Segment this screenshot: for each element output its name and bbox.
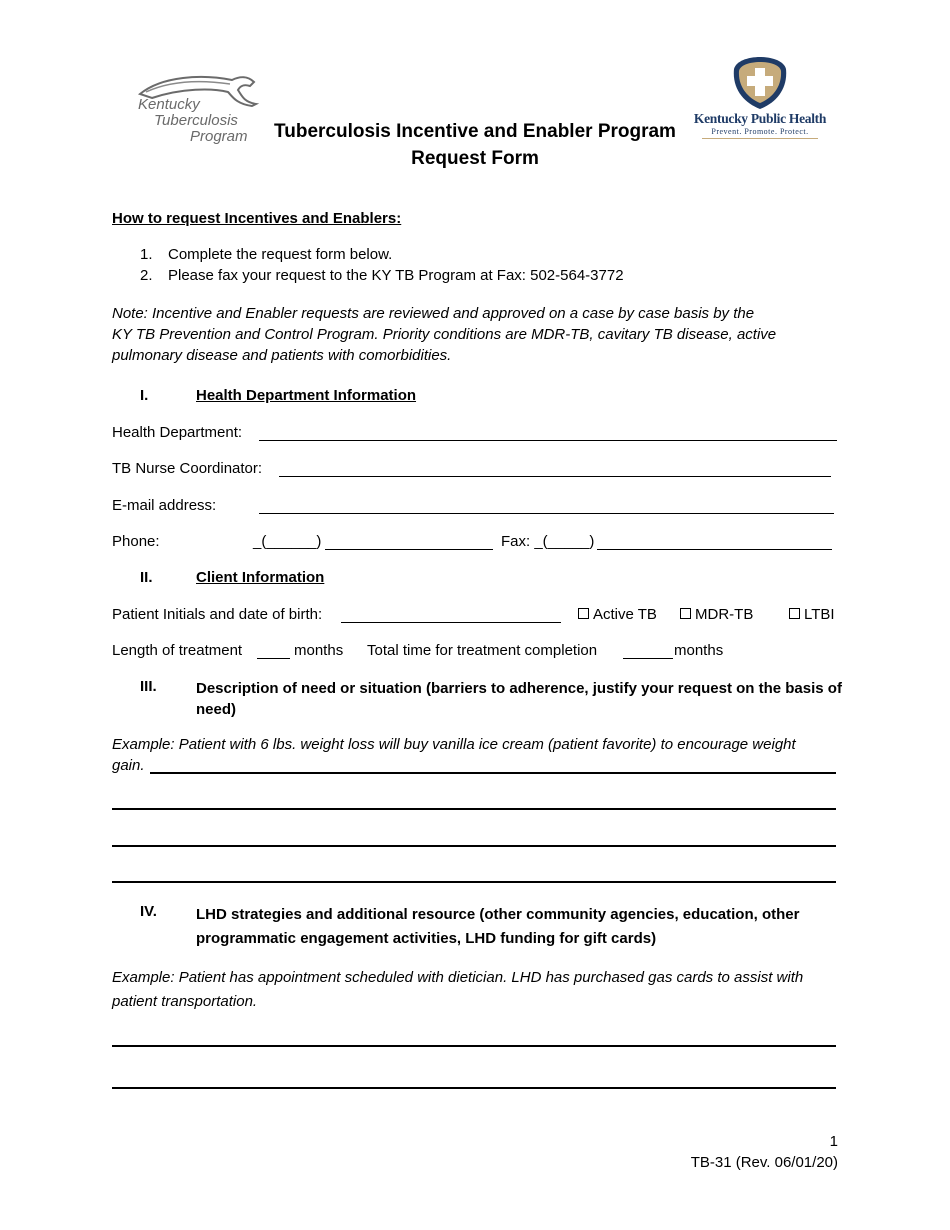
length-treatment-label: Length of treatment	[112, 642, 243, 659]
logo-tagline: Prevent. Promote. Protect.	[711, 127, 809, 136]
section-number: IV.	[140, 903, 157, 920]
months-label: months	[294, 642, 344, 659]
logo-text-line: Kentucky	[138, 96, 200, 113]
list-item: 2. Please fax your request to the KY TB Program at Fax: 502-564-3772	[140, 267, 624, 284]
health-department-input[interactable]	[259, 440, 837, 441]
form-subtitle: Request Form	[411, 148, 539, 169]
list-item: 1. Complete the request form below.	[140, 246, 393, 263]
health-department-label: Health Department:	[112, 424, 243, 441]
months-label: months	[674, 642, 724, 659]
note-text: Note: Incentive and Enabler requests are reviewed and approved on a case by case basis by the KY TB Prevention and Control Program. Priority conditions are MDR-TB, cavitary TB disease, active pulmonary disease and patients with comorbidities.	[112, 305, 777, 364]
section-title: Description of need or situation (barriers to adherence, justify your request on the basis of need)	[196, 680, 842, 718]
page-number: 1	[829, 1133, 838, 1150]
example-text: Example: Patient with 6 lbs. weight loss will buy vanilla ice cream (patient favorite) to encourage weight	[112, 736, 796, 753]
fax-label: Fax: _(_____)	[501, 533, 595, 550]
description-input-line[interactable]	[150, 772, 836, 774]
section-title: LHD strategies and additional resource (other community agencies, education, other programmatic engagement activities, LHD funding for gift cards)	[196, 906, 800, 947]
section-title: Client Information	[196, 569, 325, 586]
shield-icon	[730, 55, 790, 111]
how-to-heading: How to request Incentives and Enablers:	[112, 210, 402, 227]
mdr-tb-checkbox[interactable]: MDR-TB	[680, 605, 753, 625]
tb-nurse-input[interactable]	[279, 476, 831, 477]
length-treatment-input[interactable]	[257, 658, 290, 659]
kentucky-tb-program-logo	[132, 72, 262, 148]
phone-label: Phone:	[112, 533, 160, 550]
strategies-input-line[interactable]	[112, 1087, 836, 1089]
kentucky-public-health-logo	[680, 55, 840, 143]
checkbox-icon	[680, 608, 691, 619]
strategies-input-line[interactable]	[112, 1045, 836, 1047]
section-number: I.	[140, 387, 149, 404]
checkbox-icon	[789, 608, 800, 619]
description-input-line[interactable]	[112, 808, 836, 810]
checkbox-icon	[578, 608, 589, 619]
example-text: gain.	[112, 757, 145, 774]
tb-nurse-label: TB Nurse Coordinator:	[112, 460, 263, 477]
fax-input[interactable]	[597, 549, 832, 550]
ltbi-checkbox[interactable]: LTBI	[789, 605, 835, 625]
logo-text-line: Tuberculosis	[154, 112, 238, 129]
description-input-line[interactable]	[112, 881, 836, 883]
active-tb-checkbox[interactable]: Active TB	[578, 605, 657, 625]
logo-text-line: Program	[190, 128, 248, 145]
logo-name: Kentucky Public Health	[693, 111, 827, 126]
form-id: TB-31 (Rev. 06/01/20)	[690, 1154, 838, 1171]
patient-initials-label: Patient Initials and date of birth:	[112, 606, 323, 623]
email-label: E-mail address:	[112, 497, 217, 514]
description-input-line[interactable]	[112, 845, 836, 847]
email-input[interactable]	[259, 513, 834, 514]
form-title: Tuberculosis Incentive and Enabler Program	[274, 121, 676, 142]
patient-initials-input[interactable]	[341, 622, 561, 623]
section-title: Health Department Information	[196, 387, 417, 404]
section-number: II.	[140, 569, 153, 586]
phone-area-code: _(______)	[253, 533, 322, 550]
total-time-input[interactable]	[623, 658, 673, 659]
example-text: Example: Patient has appointment scheduled with dietician. LHD has purchased gas cards to assist with patient transportation.	[112, 969, 804, 1010]
section-number: III.	[140, 678, 157, 695]
phone-input[interactable]	[325, 549, 493, 550]
total-time-label: Total time for treatment completion	[367, 642, 598, 659]
